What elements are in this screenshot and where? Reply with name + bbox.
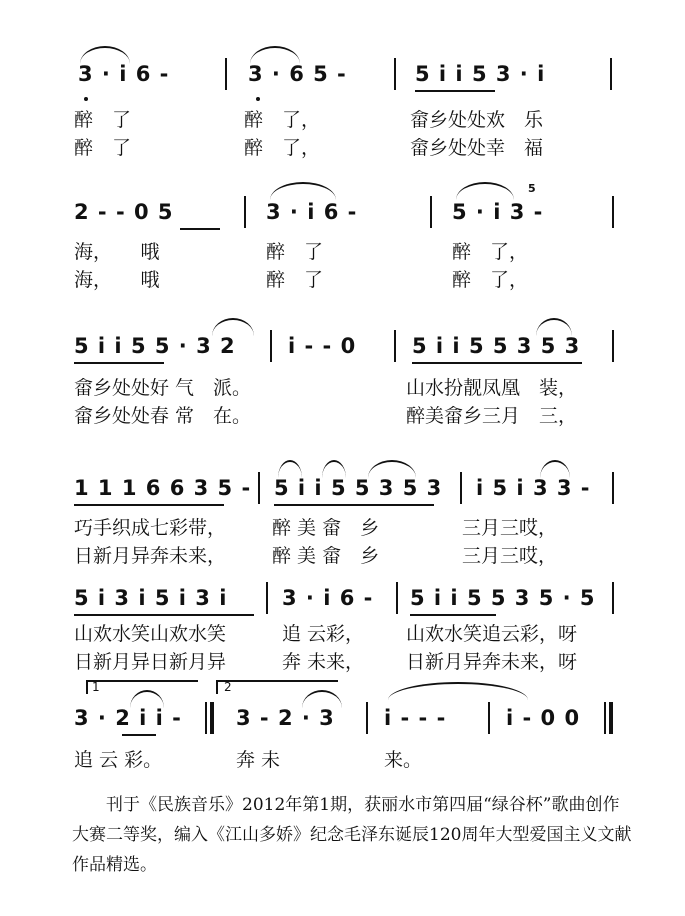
lyric-line-1 (0, 746, 685, 774)
measure-2: 3 · i 6 - (266, 200, 358, 224)
barline (225, 58, 227, 90)
measure-1: 3 · 2 i i - (74, 706, 182, 730)
lyric-segment: 畲乡处处欢 乐 (410, 109, 544, 131)
lyric-segment: 醉 了， (244, 137, 321, 159)
notation-row (0, 578, 685, 618)
measure-3: 5 i i 5 5 3 5 · 5 (410, 586, 596, 610)
measure-2: 5 i i 5 5 3 5 3 (274, 476, 443, 500)
barline (610, 58, 612, 90)
lyric-line-1 (0, 106, 685, 134)
barline (266, 582, 268, 614)
lyric-segment: 醉 了 (266, 269, 324, 291)
lyric-segment: 海， 哦 (74, 269, 160, 291)
lyric-line-2 (0, 648, 685, 676)
underline (415, 90, 495, 92)
lyric-segment: 山欢水笑追云彩，呀 (406, 623, 578, 645)
measure-3: 5 · i 3 - (452, 200, 544, 224)
repeat-barline (205, 702, 207, 734)
measure-1: 5 i i 5 5 · 3 2 (74, 334, 236, 358)
slur (270, 182, 336, 200)
underline (74, 362, 164, 364)
volta-number: 2 (224, 680, 232, 694)
octave-dot (84, 97, 88, 101)
barline (612, 330, 614, 362)
lyric-segment: 日新月异奔未来， (74, 545, 227, 567)
underline (122, 734, 156, 736)
measure-4: i - 0 0 (506, 706, 581, 730)
volta-number: 1 (92, 680, 100, 694)
notation-row (0, 698, 685, 738)
final-barline (609, 702, 613, 734)
slur (322, 460, 346, 478)
lyric-segment: 海， 哦 (74, 241, 160, 263)
barline (460, 472, 462, 504)
lyric-segment: 山水扮靓凤凰 装， (406, 377, 578, 399)
lyric-segment: 日新月异奔未来，呀 (406, 651, 578, 673)
underline (74, 614, 254, 616)
lyric-segment: 奔 未 (236, 749, 281, 771)
measure-2: 3 · i 6 - (282, 586, 374, 610)
octave-dot (256, 97, 260, 101)
slur (250, 46, 300, 64)
barline (488, 702, 490, 734)
lyric-line-1 (0, 514, 685, 542)
measure-1: 1 1 1 6 6 3 5 - (74, 476, 252, 500)
lyric-segment: 醉 了， (452, 269, 529, 291)
lyric-segment: 追 云 彩。 (74, 749, 163, 771)
slur (536, 318, 572, 336)
measure-1: 2 - - 0 5 (74, 200, 174, 224)
slur (80, 46, 130, 64)
lyric-line-2 (0, 402, 685, 430)
barline (396, 582, 398, 614)
notation-row (0, 192, 685, 232)
final-barline (604, 702, 606, 734)
slur (278, 460, 302, 478)
lyric-segment: 三月三哎， (462, 517, 558, 539)
barline (270, 330, 272, 362)
footnote: 刊于《民族音乐》2012年第1期，获丽水市第四届“绿谷杯”歌曲创作大赛二等奖，编入《江山多娇》纪念毛泽东诞辰120周年大型爱国主义文献作品精选。 (72, 795, 632, 875)
slur (368, 460, 416, 478)
lyric-segment: 日新月异日新月异 (74, 651, 227, 673)
barline (366, 702, 368, 734)
lyric-segment: 醉 了 (74, 137, 132, 159)
lyric-line-1 (0, 374, 685, 402)
barline (244, 196, 246, 228)
lyric-segment: 醉 美 畲 乡 (272, 545, 380, 567)
lyric-segment: 醉 了， (452, 241, 529, 263)
slur (540, 460, 570, 478)
lyric-segment: 山欢水笑山欢水笑 (74, 623, 227, 645)
lyric-segment: 畲乡处处春 常 在。 (74, 405, 252, 427)
measure-3: i 5 i 3 3 - (476, 476, 591, 500)
notation-row (0, 326, 685, 366)
lyric-segment: 三月三哎， (462, 545, 558, 567)
slur (456, 182, 514, 200)
lyric-segment: 醉 了 (74, 109, 132, 131)
measure-1: 5 i 3 i 5 i 3 i (74, 586, 228, 610)
lyric-segment: 奔 未来， (282, 651, 365, 673)
measure-2: 3 - 2 · 3 (236, 706, 335, 730)
barline (394, 330, 396, 362)
lyric-segment: 追 云彩， (282, 623, 365, 645)
barline (612, 472, 614, 504)
barline (394, 58, 396, 90)
underline (412, 362, 582, 364)
measure-2: i - - 0 (288, 334, 357, 358)
underline (180, 228, 220, 230)
measure-3: i - - - (384, 706, 447, 730)
underline (274, 504, 434, 506)
lyric-segment: 畲乡处处幸 福 (410, 137, 544, 159)
lyric-segment: 巧手织成七彩带， (74, 517, 227, 539)
measure-2: 3 · 6 5 - (248, 62, 347, 86)
grace-note: 5 (528, 182, 536, 195)
measure-1: 3 · i 6 - (78, 62, 170, 86)
lyric-line-2 (0, 134, 685, 162)
lyric-segment: 畲乡处处好 气 派。 (74, 377, 252, 399)
slur (212, 318, 254, 336)
underline (410, 614, 496, 616)
tie (388, 682, 528, 700)
lyric-segment: 醉美畲乡三月 三， (406, 405, 578, 427)
lyric-line-1 (0, 620, 685, 648)
barline (612, 196, 614, 228)
lyric-segment: 醉 美 畲 乡 (272, 517, 380, 539)
measure-3: 5 i i 5 3 · i (415, 62, 546, 86)
lyric-segment: 醉 了， (244, 109, 321, 131)
barline (258, 472, 260, 504)
lyric-segment: 来。 (384, 749, 423, 771)
measure-3: 5 i i 5 5 3 5 3 (412, 334, 581, 358)
repeat-barline (210, 702, 214, 734)
lyric-line-1 (0, 238, 685, 266)
lyric-line-2 (0, 542, 685, 570)
barline (430, 196, 432, 228)
lyric-line-2 (0, 266, 685, 294)
underline (74, 504, 224, 506)
barline (612, 582, 614, 614)
lyric-segment: 醉 了 (266, 241, 324, 263)
